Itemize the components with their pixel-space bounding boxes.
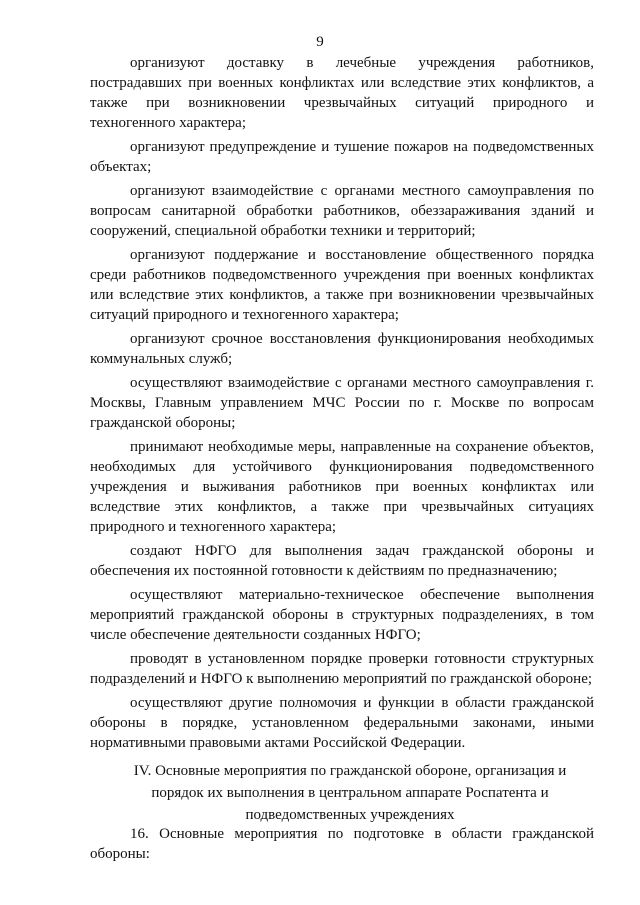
list-item: организуют взаимодействие с органами местного самоуправления по вопросам санитарной обработки работников, обеззараживания зданий и сооружений, специальной обработки техники и территорий; [90,183,594,239]
list-item: организуют предупреждение и тушение пожаров на подведомственных объектах; [90,139,594,175]
list-item: осуществляют материально-техническое обеспечение выполнения мероприятий гражданской обороны в структурных подразделениях, в том числе обеспечение деятельности созданных НФГО; [90,587,594,643]
numbered-paragraph: 16. Основные мероприятия по подготовке в области гражданской обороны: [90,826,594,862]
list-item: принимают необходимые меры, направленные на сохранение объектов, необходимых для устойчивого функционирования подведомственного учреждения и выживания работников при военных конфликтах или вследствие этих конфликтов, а также при чрезвычайных ситуациях природного и техногенного характера; [90,439,594,535]
section-heading-line: порядок их выполнения в центральном аппарате Роспатента и [151,785,549,801]
section-heading-line: подведомственных учреждениях [245,807,455,823]
list-item: проводят в установленном порядке проверки готовности структурных подразделений и НФГО к выполнению мероприятий по гражданской обороне; [90,651,594,687]
closing-paragraph-block [90,824,594,864]
list-item: осуществляют другие полномочия и функции в области гражданской обороны в порядке, установленном федеральными законами, иными нормативными правовыми актами Российской Федерации. [90,695,594,751]
section-heading [100,760,600,826]
list-item: организуют доставку в лечебные учреждения работников, пострадавших при военных конфликтах или вследствие этих конфликтов, а также при возникновении чрезвычайных ситуаций природного и техногенного характера; [90,55,594,131]
list-item: организуют срочное восстановления функционирования необходимых коммунальных служб; [90,331,594,367]
list-item: создают НФГО для выполнения задач гражданской обороны и обеспечения их постоянной готовности к действиям по предназначению; [90,543,594,579]
document-body [90,53,594,753]
section-heading-line: IV. Основные мероприятия по гражданской обороне, организация и [133,763,567,779]
list-item: организуют поддержание и восстановление общественного порядка среди работников подведомственного учреждения при военных конфликтах или вследствие этих конфликтов, а также при возникновении чрезвычайных ситуаций природного и техногенного характера; [90,247,594,323]
page-number: 9 [316,34,324,50]
list-item: осуществляют взаимодействие с органами местного самоуправления г. Москвы, Главным управлением МЧС России по г. Москве по вопросам гражданской обороны; [90,375,594,431]
